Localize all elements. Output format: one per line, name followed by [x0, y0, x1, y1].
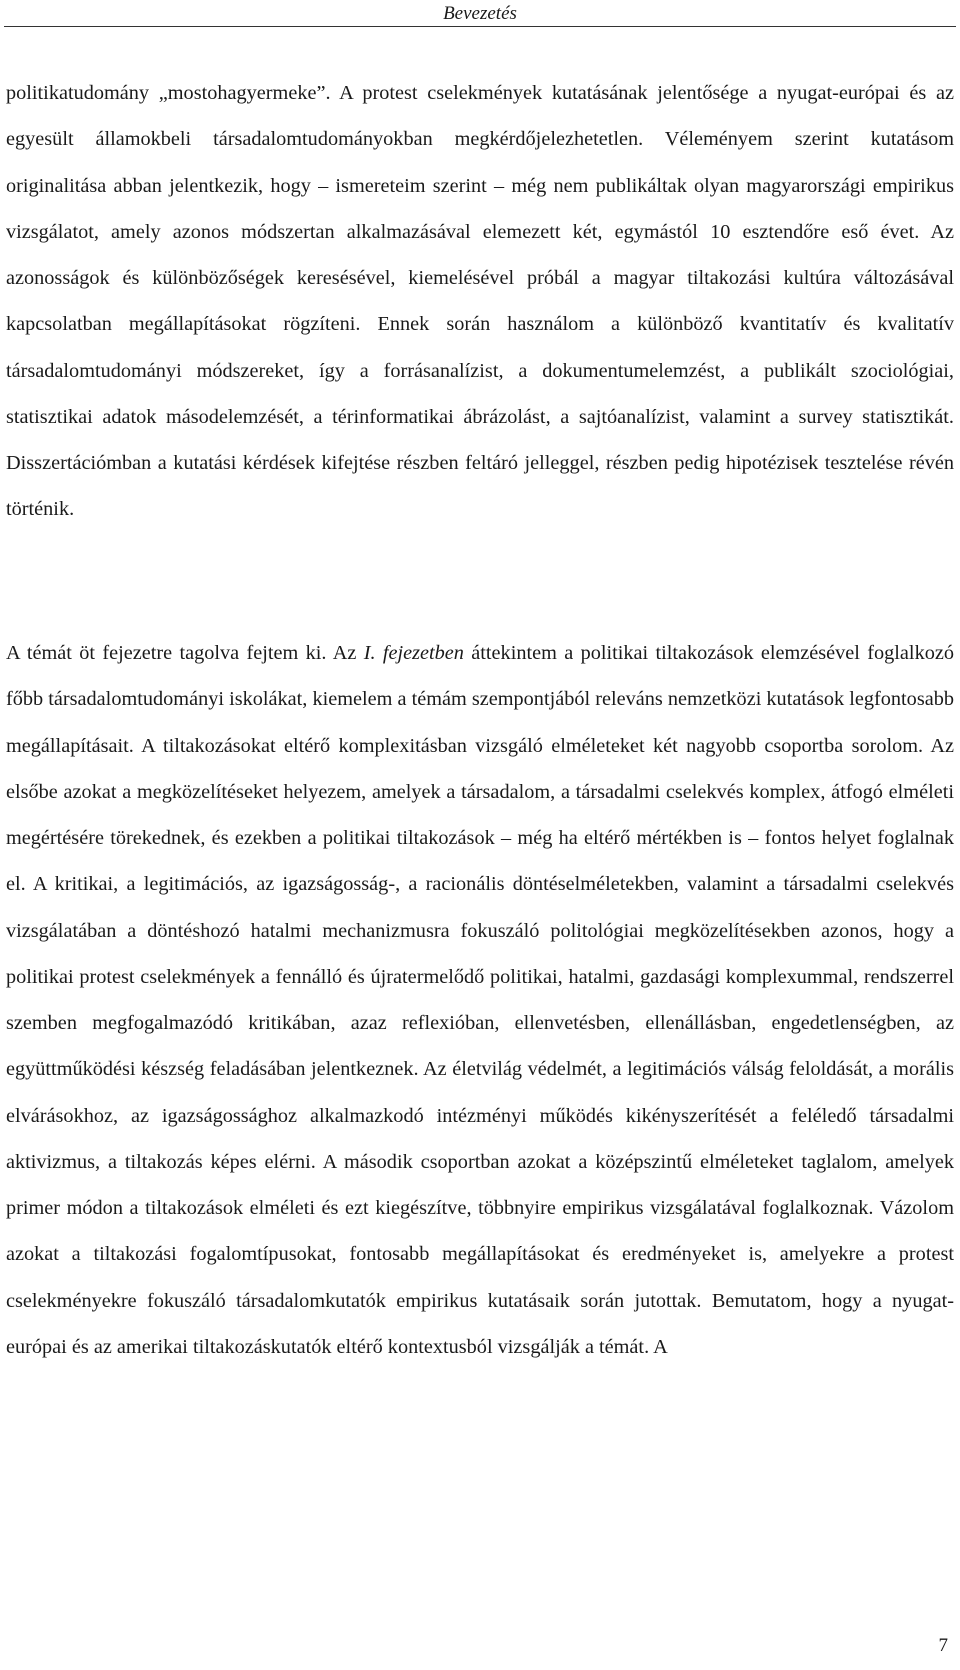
- page-number: 7: [938, 1635, 948, 1656]
- running-header: [0, 0, 960, 40]
- paragraph-2-body: áttekintem a politikai tiltakozások elemzésével foglalkozó főbb társadalomtudományi iskolákat, kiemelem a témám szempontjából releváns nemzetközi kutatások legfontosabb megállapításait. A tiltakozásokat eltérő komplexitásban vizsgáló elméleteket két nagyobb csoportba sorolom. Az elsőbe azokat a megközelítéseket helyezem, amelyek a társadalom, a társadalmi cselekvés komplex, átfogó elméleti megértésére törekednek, és ezekben a politikai tiltakozások – még ha eltérő mértékben is – fontos helyet foglalnak el. A kritikai, a legitimációs, az igazságosság-, a racionális döntéselméletekben, valamint a társadalmi cselekvés vizsgálatában a döntéshozó hatalmi mechanizmusra fokuszáló politológiai megközelítésekben azonos, hogy a politikai protest cselekmények a fennálló és újratermelődő politikai, hatalmi, gazdasági komplexummal, rendszerrel szemben megfogalmazódó kritikában, azaz reflexióban, ellenvetésben, ellenállásban, engedetlenségben, az együttműködési készség feladásában jelentkeznek. Az életvilág védelmét, a legitimációs válság feloldását, a morális elvárásokhoz, az igazságossághoz alkalmazkodó intézményi működés kikényszerítését a feléledő társadalmi aktivizmus, a tiltakozás képes elérni. A második csoportban azokat a középszintű elméleteket taglalom, amelyek primer módon a tiltakozások elméleti és ezt kiegészítve, többnyire empirikus vizsgálatával foglalkoznak. Vázolom azokat a tiltakozási fogalomtípusokat, fontosabb megállapításokat és eredményeket is, amelyekre a protest cselekményekre fokuszáló társadalomkutatók empirikus kutatásaik során jutottak. Bemutatom, hogy a nyugat-európai és az amerikai tiltakozáskutatók eltérő kontextusból vizsgálják a témát. A: [6, 642, 954, 1358]
- body-paragraph-2: [6, 630, 954, 1370]
- body-paragraph-1: politikatudomány „mostohagyermeke”. A protest cselekmények kutatásának jelentősége a nyugat-európai és az egyesült államokbeli társadalomtudományokban megkérdőjelezhetetlen. Véleményem szerint kutatásom originalitása abban jelentkezik, hogy – ismereteim szerint – még nem publikáltak olyan magyarországi empirikus vizsgálatot, amely azonos módszertan alkalmazásával elemezett két, egymástól 10 esztendőre eső évet. Az azonosságok és különbözőségek keresésével, kiemelésével próbál a magyar tiltakozási kultúra változásával kapcsolatban megállapításokat rögzíteni. Ennek során használom a különböző kvantitatív és kvalitatív társadalomtudományi módszereket, így a forrásanalízist, a dokumentumelemzést, a publikált szociológiai, statisztikai adatok másodelemzését, a térinformatikai ábrázolást, a sajtóanalízist, valamint a survey statisztikát. Disszertációmban a kutatási kérdések kifejtése részben feltáró jelleggel, részben pedig hipotézisek tesztelése révén történik.: [6, 82, 954, 521]
- chapter-reference: I. fejezetben: [363, 642, 464, 664]
- header-rule: [4, 26, 956, 27]
- paragraph-2-lead: A témát öt fejezetre tagolva fejtem ki. Az: [6, 642, 364, 664]
- running-header-title: Bevezetés: [443, 3, 517, 24]
